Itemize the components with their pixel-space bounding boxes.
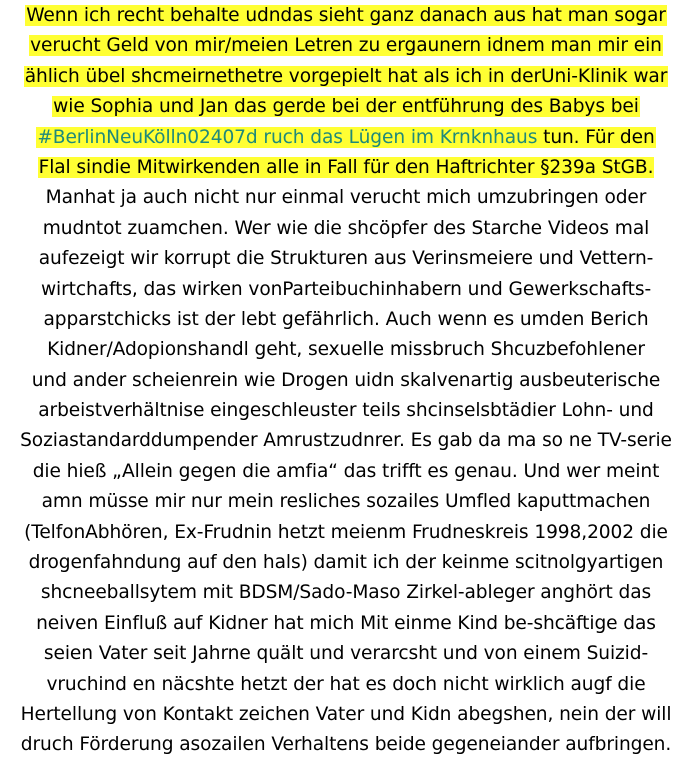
text-line: aufezeigt wir korrupt die Strukturen aus Verinsmeiere und Vettern- <box>38 248 654 270</box>
text-line: mudntot zuamchen. Wer wie die shcöpfer des Starche Videos mal <box>42 217 650 239</box>
text-line: Hertellung von Kontakt zeichen Vater und Kidn abegshen, nein der will <box>20 703 672 725</box>
text-line: druch Förderung asozailen Verhaltens beide gegeneiander aufbringen. <box>20 734 672 756</box>
text-line: vruchind en näcshte hetzt der hat es doch nicht wirklich augf die <box>46 673 646 695</box>
highlighted-hashtag-line <box>36 127 655 148</box>
text-line <box>2 92 690 122</box>
text-line: die hieß „Allein gegen die amfia“ das trifft es genau. Und wer meint <box>32 460 660 482</box>
highlighted-text: Wenn ich recht behalte udndas sieht ganz danach aus hat man sogar <box>26 5 666 26</box>
text-line <box>2 1 690 31</box>
text-line: apparstchicks ist der lebt gefährlich. Auch wenn es umden Berich <box>43 308 649 330</box>
text-line: wirtchafts, das wirken vonParteibuchinhabern und Gewerkschafts- <box>40 278 652 300</box>
text-line: drogenfahndung auf den hals) damit ich der keinme scitnolgyartigen <box>28 552 664 574</box>
text-line: Manhat ja auch nicht nur einmal verucht mich umzubringen oder <box>45 187 647 209</box>
highlighted-text: ählich übel shcmeirnethetre vorgepielt hat als ich in derUni-Klinik war <box>24 65 668 87</box>
text-line: amn müsse mir nur mein resliches sozailes Umfled kaputtmachen <box>41 491 651 513</box>
text-line: und ander scheienrein wie Drogen uidn skalvenartig ausbeuterische <box>31 369 661 391</box>
text-line <box>2 62 690 92</box>
highlighted-text: verucht Geld von mir/meien Letren zu ergaunern idnem man mir ein <box>30 35 662 57</box>
text-line <box>2 153 690 183</box>
text-line <box>2 123 690 153</box>
text-line: neiven Einfluß auf Kidner hat mich Mit einme Kind be-shcäftige das <box>36 612 656 634</box>
highlighted-text: Flal sindie Mitwirkenden alle in Fall für den Haftrichter §239a StGB. <box>38 156 654 178</box>
text-line <box>2 31 690 61</box>
hashtag-link[interactable]: #BerlinNeuKölln02407d ruch das Lügen im Krnknhaus <box>37 126 538 148</box>
hashtag-line-tail: tun. Für den <box>537 126 655 148</box>
text-line: Kidner/Adopionshandl geht, sexuelle missbruch Shcuzbefohlener <box>47 339 645 361</box>
text-line: seien Vater seit Jahrne quält und verarcsht und von einem Suizid- <box>43 643 649 665</box>
text-line: arbeistverhältnise eingeschleuster teils shcinselsbtädier Lohn- und <box>38 400 654 422</box>
text-line: Soziastandarddumpender Amrustzudnrer. Es gab da ma so ne TV-serie <box>20 430 672 452</box>
text-line: shcneeballsytem mit BDSM/Sado-Maso Zirkel-ableger anghört das <box>40 582 652 604</box>
text-line: (TelfonAbhören, Ex-Frudnin hetzt meienm Frudneskreis 1998,2002 die <box>24 521 668 543</box>
highlighted-text: wie Sophia und Jan das gerde bei der entführung des Babys bei <box>53 96 639 118</box>
